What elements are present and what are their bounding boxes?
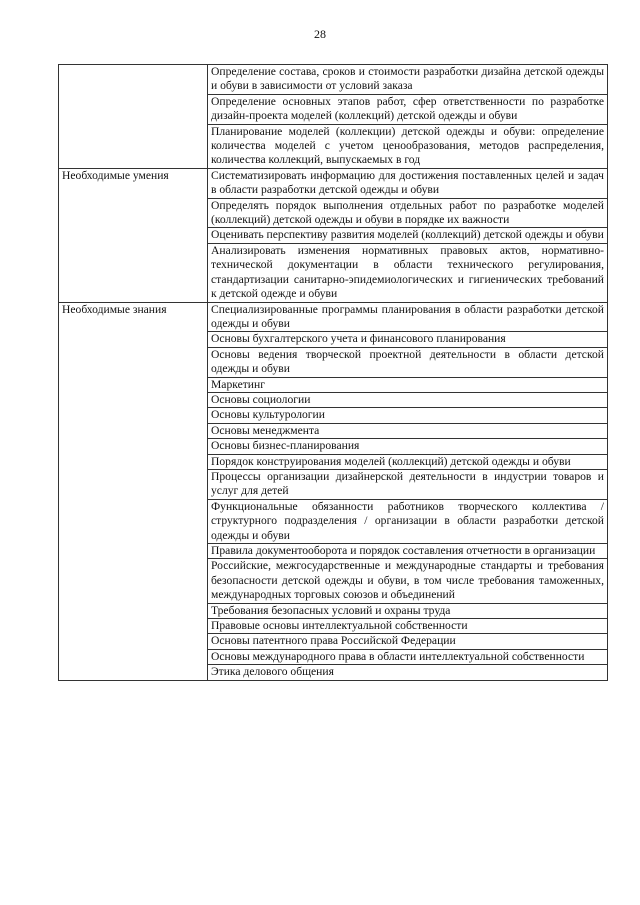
page-number: 28 xyxy=(314,27,326,41)
requirement-cell xyxy=(208,228,608,243)
requirement-cell xyxy=(208,423,608,438)
requirement-cell xyxy=(208,332,608,347)
requirement-text: Специализированные программы планирования в области разработки детской одежды и обуви xyxy=(211,302,604,330)
requirement-cell xyxy=(208,603,608,618)
requirement-cell xyxy=(208,302,608,332)
section-label xyxy=(59,65,208,169)
requirements-table xyxy=(58,64,608,681)
requirement-text: Основы ведения творческой проектной деятельности в области детской одежды и обуви xyxy=(211,347,604,376)
table-body xyxy=(59,65,608,681)
requirement-text: Функциональные обязанности работников творческого коллектива / структурного подразделения / организации в области разработки детской одежды и обуви xyxy=(211,499,604,542)
requirement-cell xyxy=(208,559,608,603)
requirement-cell xyxy=(208,124,608,168)
requirement-cell xyxy=(208,94,608,124)
requirement-cell xyxy=(208,392,608,407)
requirement-text: Порядок конструирования моделей (коллекций) детской одежды и обуви xyxy=(211,454,571,468)
requirement-text: Основы культурологии xyxy=(211,408,325,422)
requirement-cell xyxy=(208,347,608,377)
requirement-cell xyxy=(208,439,608,454)
requirement-text: Правила документооборота и порядок составления отчетности в организации xyxy=(211,544,596,557)
requirement-text: Определение состава, сроков и стоимости разработки дизайна детской одежды и обуви в зависимости от условий заказа xyxy=(211,65,604,93)
requirement-cell xyxy=(208,243,608,302)
table-row xyxy=(59,65,608,95)
requirement-text: Этика делового общения xyxy=(211,665,334,679)
requirement-text: Определение основных этапов работ, сфер ответственности по разработке дизайн-проекта моделей (коллекций) детской одежды и обуви xyxy=(211,94,604,123)
requirement-text: Определять порядок выполнения отдельных работ по разработке моделей (коллекций) детской одежды и обуви в порядке их важности xyxy=(211,198,604,227)
requirement-cell xyxy=(208,634,608,649)
requirement-text: Требования безопасных условий и охраны труда xyxy=(211,603,451,617)
requirement-text: Планирование моделей (коллекции) детской одежды и обуви: определение количества моделей с учетом ценообразования, методов распределения, количества коллекций, выпускаемых в год xyxy=(211,124,604,167)
requirement-text: Маркетинг xyxy=(211,377,265,391)
requirement-cell xyxy=(208,168,608,198)
requirement-cell xyxy=(208,377,608,392)
requirement-cell xyxy=(208,649,608,664)
requirement-cell xyxy=(208,619,608,634)
requirement-text: Оценивать перспективу развития моделей (коллекций) детской одежды и обуви xyxy=(211,228,604,242)
requirement-text: Процессы организации дизайнерской деятельности в индустрии товаров и услуг для детей xyxy=(211,469,604,498)
requirement-cell xyxy=(208,198,608,228)
requirement-cell xyxy=(208,544,608,559)
requirement-cell xyxy=(208,499,608,543)
requirement-text: Основы менеджмента xyxy=(211,423,320,437)
section-label: Необходимые умения xyxy=(59,168,208,302)
table-row xyxy=(59,168,608,198)
requirement-text: Анализировать изменения нормативных правовых актов, нормативно-технической документации в области технического регулирования, стандартизации санитарно-эпидемиологических и гигиенических требований к детской одежде и обуви xyxy=(211,243,604,301)
requirement-text: Систематизировать информацию для достижения поставленных целей и задач в области разработки детской одежды и обуви xyxy=(211,168,604,197)
section-label: Необходимые знания xyxy=(59,302,208,680)
requirement-text: Основы бухгалтерского учета и финансового планирования xyxy=(211,332,506,346)
requirement-cell xyxy=(208,408,608,423)
requirement-text: Основы патентного права Российской Федерации xyxy=(211,634,456,648)
requirement-text: Правовые основы интеллектуальной собственности xyxy=(211,619,468,633)
requirement-text: Основы бизнес-планирования xyxy=(211,439,360,453)
requirement-cell xyxy=(208,65,608,95)
requirement-cell xyxy=(208,469,608,499)
table-row xyxy=(59,302,608,332)
requirement-text: Основы международного права в области интеллектуальной собственности xyxy=(211,649,585,663)
requirement-cell xyxy=(208,454,608,469)
requirement-text: Российские, межгосударственные и международные стандарты и требования безопасности детской одежды и обуви, в том числе требования таможенных, международных торговых союзов и объединений xyxy=(211,559,604,602)
requirement-text: Основы социологии xyxy=(211,392,311,406)
requirement-cell xyxy=(208,665,608,680)
